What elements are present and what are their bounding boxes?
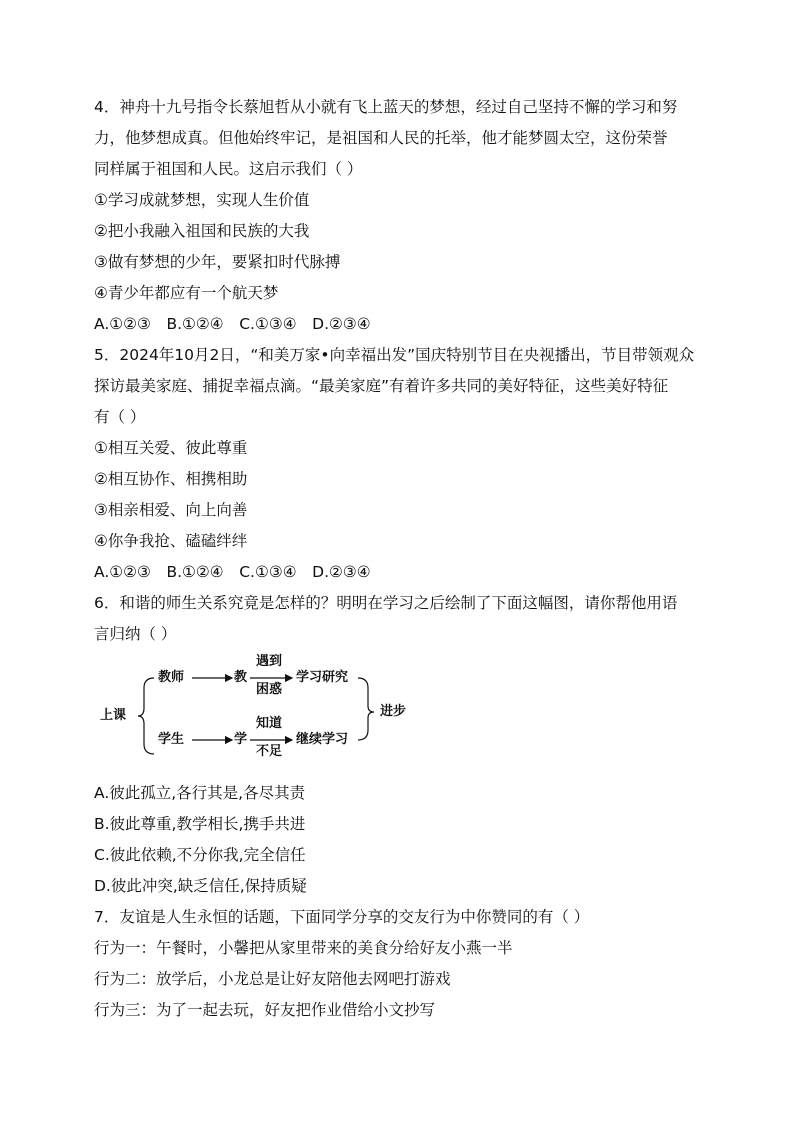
- statement-item: ①相互关爱、彼此尊重: [94, 439, 248, 457]
- statement-item: 行为一：午餐时，小馨把从家里带来的美食分给好友小燕一半: [94, 939, 513, 957]
- statement-item: ②相互协作、相携相助: [94, 470, 248, 488]
- diagram-continue: 继续学习: [296, 732, 349, 747]
- question-text-line: 有（ ）: [94, 408, 146, 426]
- left-bracket: [138, 678, 154, 754]
- statement-item: 行为二：放学后，小龙总是让好友陪他去网吧打游戏: [94, 970, 451, 988]
- answer-option: C.彼此依赖,不分你我,完全信任: [94, 846, 306, 864]
- answer-option: D.彼此冲突,缺乏信任,保持质疑: [94, 877, 307, 895]
- statement-item: ③做有梦想的少年，要紧扣时代脉搏: [94, 253, 341, 271]
- diagram-insufficient: 不足: [256, 744, 283, 759]
- exam-page: [94, 92, 700, 1026]
- question-text-line: 力，他梦想成真。但他始终牢记，是祖国和人民的托举，他才能梦圆太空，这份荣誉: [94, 129, 668, 147]
- statement-item: ②把小我融入祖国和民族的大我: [94, 222, 310, 240]
- question-4: [94, 92, 700, 340]
- question-6: [94, 588, 700, 902]
- question-text-line: 探访最美家庭、捕捉幸福点滴。“最美家庭”有着许多共同的美好特征，这些美好特征: [94, 377, 669, 395]
- diagram-know: 知道: [256, 716, 283, 731]
- statement-item: ③相亲相爱、向上向善: [94, 501, 248, 519]
- statement-item: ④青少年都应有一个航天梦: [94, 284, 279, 302]
- diagram-research: 学习研究: [296, 670, 349, 685]
- diagram-teach: 教: [234, 670, 248, 685]
- teacher-student-diagram: [100, 650, 420, 778]
- answer-options: A.①②③ B.①②④ C.①③④ D.②③④: [94, 315, 371, 333]
- answer-option: B.彼此尊重,教学相长,携手共进: [94, 815, 306, 833]
- statement-item: 行为三：为了一起去玩，好友把作业借给小文抄写: [94, 1001, 436, 1019]
- question-7: [94, 902, 700, 1026]
- answer-options: A.①②③ B.①②④ C.①③④ D.②③④: [94, 563, 371, 581]
- question-text-line: 5．2024年10月2日，“和美万家•向幸福出发”国庆特别节目在央视播出，节目带领观众: [94, 346, 695, 364]
- question-text-line: 6．和谐的师生关系究竟是怎样的？明明在学习之后绘制了下面这幅图，请你帮他用语: [94, 594, 678, 612]
- right-bracket: [358, 678, 374, 740]
- question-text-line: 4．神舟十九号指令长蔡旭哲从小就有飞上蓝天的梦想，经过自己坚持不懈的学习和努: [94, 98, 678, 116]
- diagram-confusion: 困惑: [256, 682, 283, 697]
- question-text-line: 言归纳（ ）: [94, 625, 177, 643]
- diagram-teacher: 教师: [158, 670, 185, 685]
- diagram-start: 上课: [100, 708, 127, 723]
- statement-item: ④你争我抢、磕磕绊绊: [94, 532, 248, 550]
- diagram-learn: 学: [234, 732, 248, 747]
- diagram-progress: 进步: [380, 704, 407, 719]
- question-5: [94, 340, 700, 588]
- answer-option: A.彼此孤立,各行其是,各尽其责: [94, 784, 306, 802]
- diagram-meet: 遇到: [256, 654, 283, 669]
- question-text-line: 同样属于祖国和人民。这启示我们（ ）: [94, 160, 363, 178]
- question-text-line: 7．友谊是人生永恒的话题，下面同学分享的交友行为中你赞同的有（ ）: [94, 908, 590, 926]
- statement-item: ①学习成就梦想，实现人生价值: [94, 191, 310, 209]
- diagram-student: 学生: [158, 732, 185, 747]
